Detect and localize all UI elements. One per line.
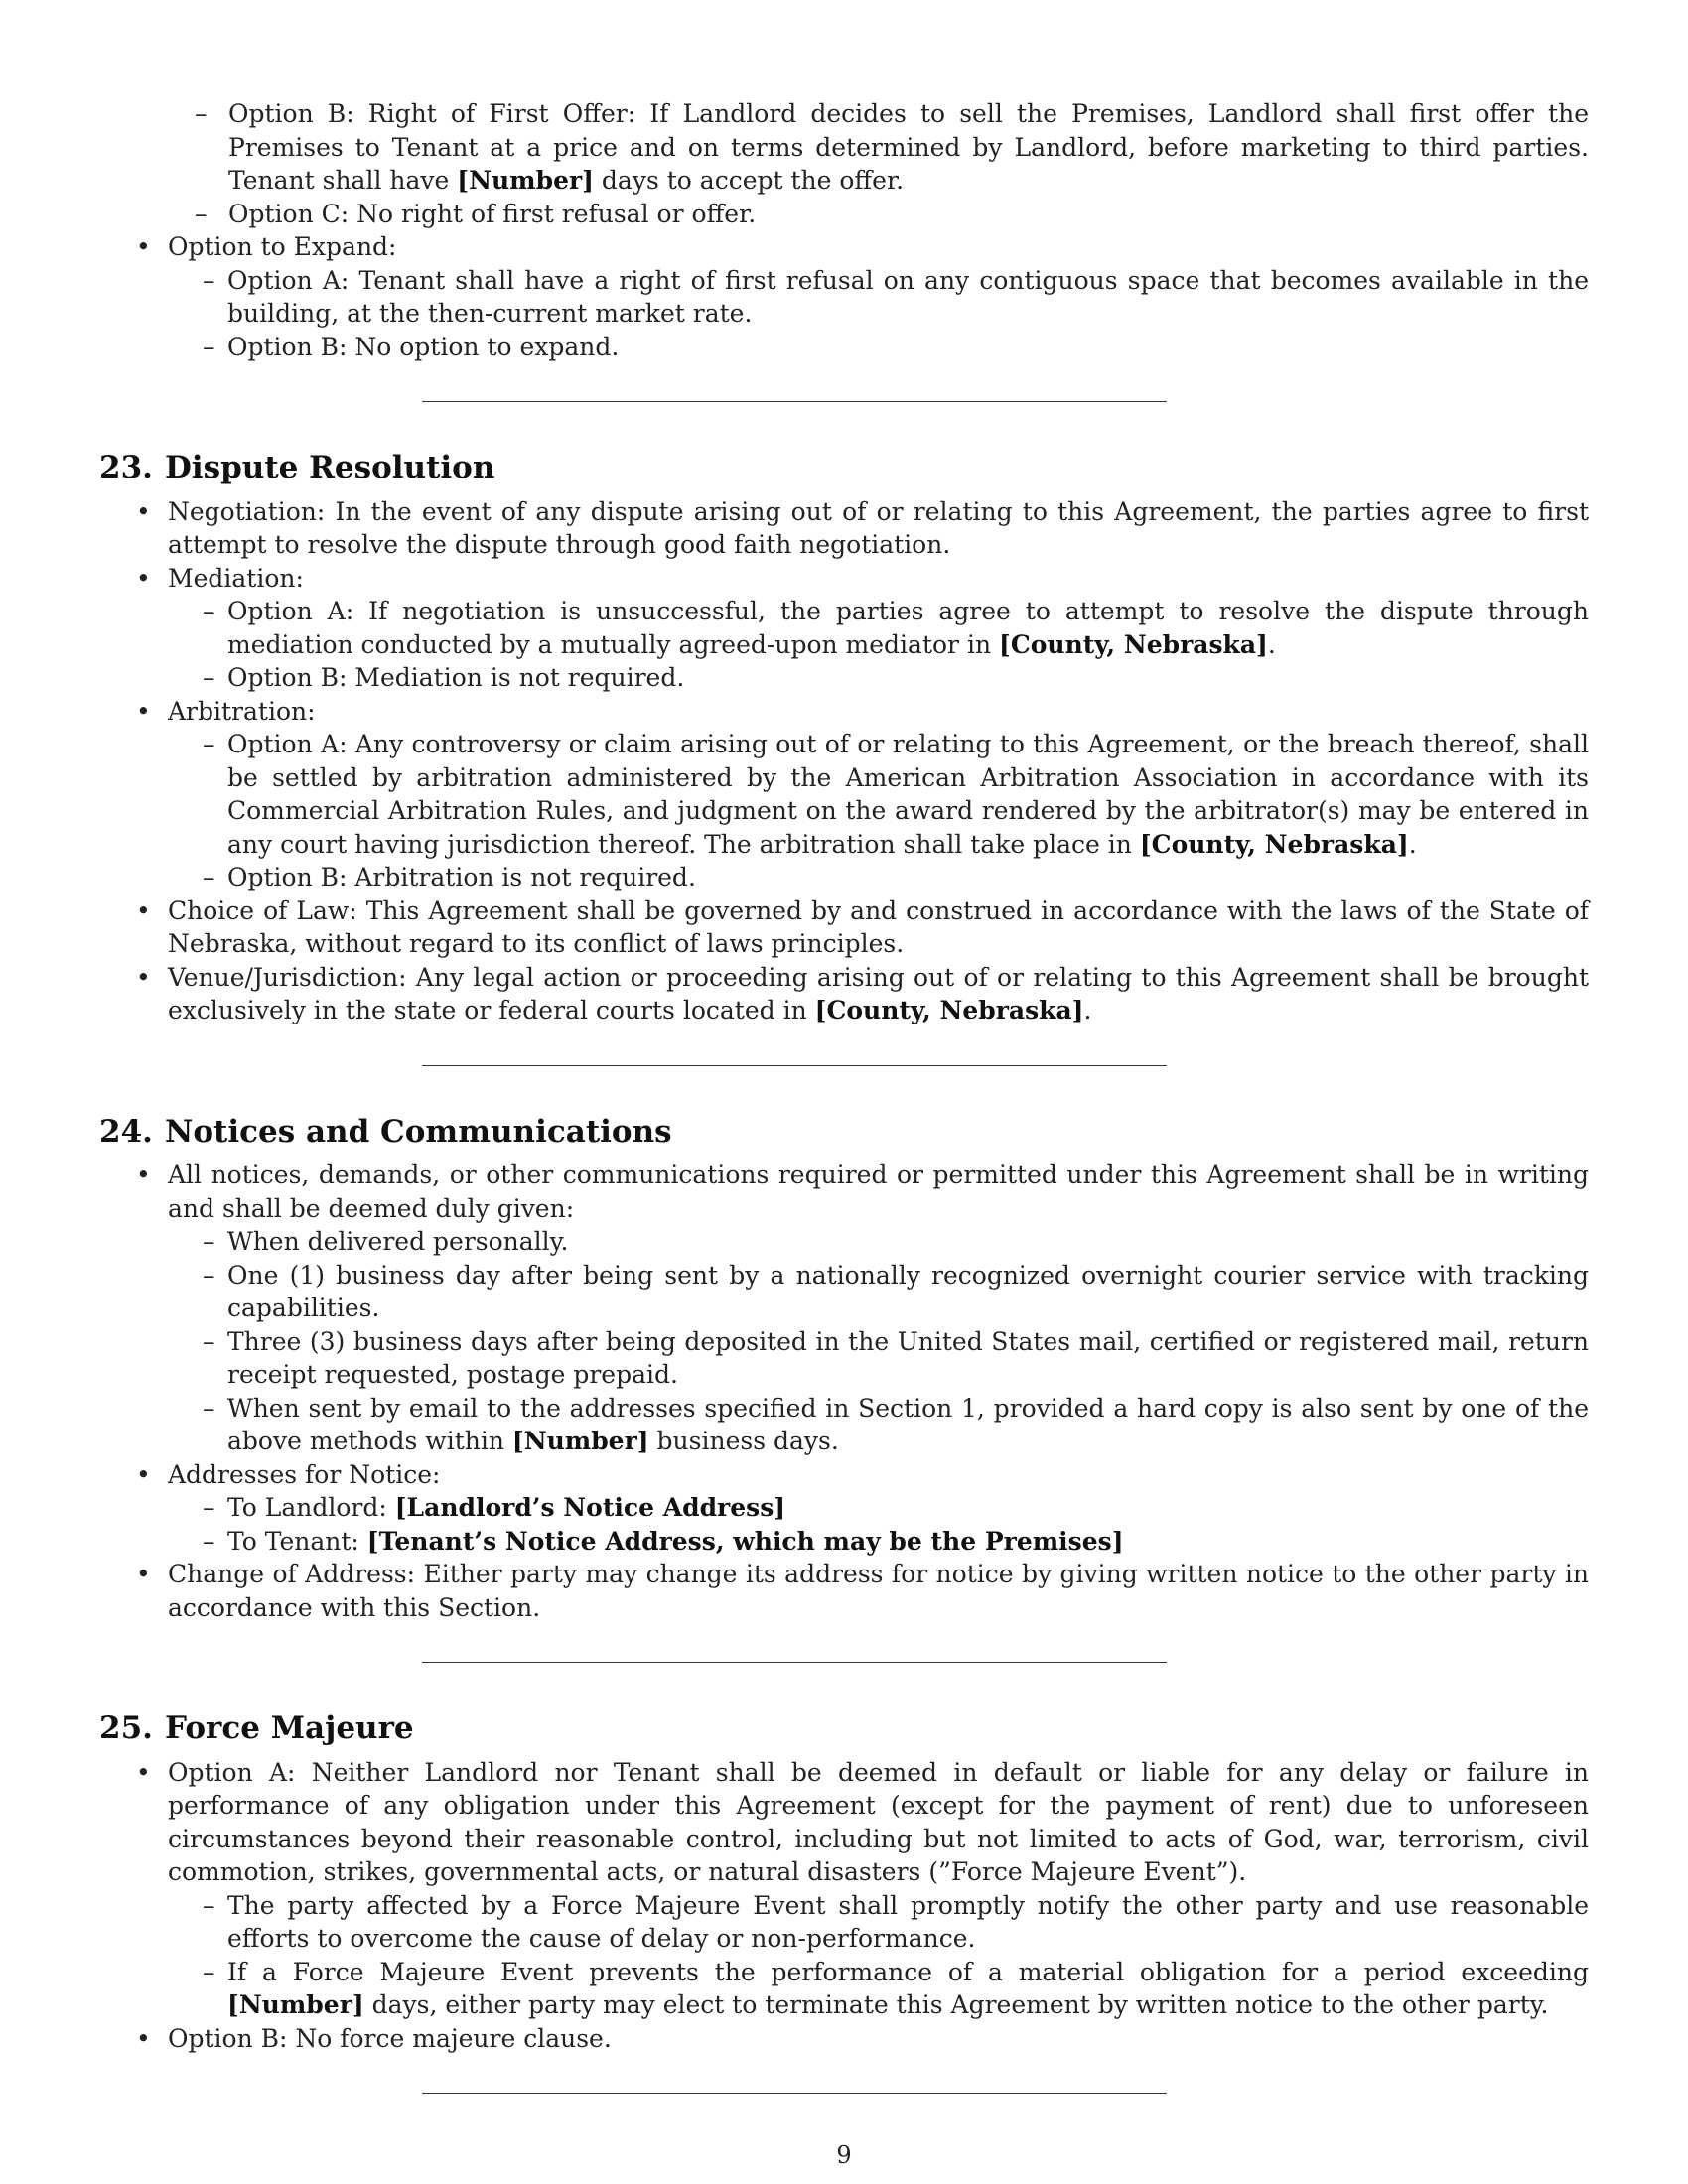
list-item [99, 1756, 1589, 2022]
expand-options-list [168, 264, 1589, 364]
option-text: Option A: If negotiation is unsuccessful, the parties agree to attempt to resolve the dispute through mediation conducted by a mutually agreed-upon mediator in [227, 597, 1589, 659]
option-text: days to accept the offer. [593, 166, 905, 195]
list-item [99, 695, 1589, 894]
list-item [168, 264, 1589, 331]
option-text: . [1267, 629, 1276, 659]
list-item [228, 97, 1589, 198]
expand-list [99, 230, 1589, 363]
clause-label: Mediation: [168, 563, 304, 593]
clause-text: Choice of Law: This Agreement shall be governed by and construed in accordance with the laws of the State of Nebraska, without regard to its conflict of laws principles. [168, 895, 1589, 958]
clause-label: Arbitration: [168, 696, 316, 726]
option-text: Three (3) business days after being deposited in the United States mail, certified or registered mail, return receipt requested, postage prepaid. [227, 1326, 1589, 1389]
option-text: Option B: No option to expand. [227, 332, 620, 361]
clause-text: Negotiation: In the event of any dispute arising out of or relating to this Agreement, the parties agree to first attempt to resolve the dispute through good faith negotiation. [168, 496, 1589, 559]
placeholder-number: [Number] [227, 1990, 364, 2019]
section-title: Notices and Communications [165, 1113, 672, 1150]
dispute-list [99, 495, 1589, 1027]
section-heading [99, 1712, 1589, 1746]
clause-label: Addresses for Notice: [168, 1459, 441, 1489]
option-text: Option A: Any controversy or claim arising out of or relating to this Agreement, or the breach thereof, shall be settled by arbitration administered by the American Arbitration Association in accordance with its Commercial Arbitration Rules, and judgment on the award rendered by the arbitrator(s) may be entered in any court having jurisdiction thereof. The arbitration shall take place in [227, 730, 1589, 859]
mediation-options [168, 595, 1589, 695]
placeholder-landlord-address: [Landlord’s Notice Address] [394, 1493, 786, 1522]
option-text: One (1) business day after being sent by a nationally recognized overnight courier service with tracking capabilities. [227, 1260, 1589, 1322]
section-number: 25. [99, 1710, 153, 1746]
list-item [99, 1458, 1589, 1559]
section-divider [422, 1662, 1167, 1663]
option-text: When sent by email to the addresses specified in Section 1, provided a hard copy is also sent by one of the above methods within [227, 1393, 1589, 1455]
list-item [99, 562, 1589, 695]
arbitration-options [168, 728, 1589, 894]
list-item [99, 894, 1589, 961]
list-item [168, 1525, 1589, 1559]
option-text: The party affected by a Force Majeure Event shall promptly notify the other party and use reasonable efforts to overcome the cause of delay or non-performance. [227, 1890, 1589, 1953]
list-item [168, 1889, 1589, 1956]
section-title: Force Majeure [165, 1710, 414, 1746]
list-item [168, 661, 1589, 695]
force-majeure-subitems [168, 1889, 1589, 2022]
option-text: . [1408, 829, 1417, 859]
option-text: If a Force Majeure Event prevents the performance of a material obligation for a period exceeding [227, 1957, 1589, 1986]
option-label: Option to Expand: [168, 232, 397, 261]
section-heading [99, 452, 1589, 485]
section-heading [99, 1113, 1589, 1150]
section-number: 24. [99, 1113, 153, 1150]
clause-text: Change of Address: Either party may change its address for notice by giving written notice to the other party in accordance with this Section. [168, 1560, 1589, 1622]
section-divider [422, 2093, 1167, 2094]
option-text: business days. [648, 1427, 839, 1455]
list-item [168, 861, 1589, 894]
option-text: Option B: Arbitration is not required. [227, 863, 696, 891]
list-item [168, 595, 1589, 661]
page-number: 9 [836, 2141, 852, 2169]
clause-text: Option B: No force majeure clause. [168, 2023, 612, 2053]
list-item [168, 331, 1589, 364]
list-item [99, 495, 1589, 562]
section-title: Dispute Resolution [165, 450, 495, 485]
option-text: When delivered personally. [227, 1227, 569, 1256]
placeholder-number: [Number] [457, 166, 594, 195]
placeholder-county: [County, Nebraska] [1139, 829, 1409, 859]
force-majeure-list [99, 1756, 1589, 2056]
list-item [99, 2022, 1589, 2056]
list-item [168, 1956, 1589, 2022]
clause-text: Venue/Jurisdiction: Any legal action or proceeding arising out of or relating to this Agreement shall be brought exclusively in the state or federal courts located in [168, 962, 1589, 1024]
option-text: Option B: Mediation is not required. [227, 663, 685, 692]
list-item [99, 230, 1589, 363]
document-page [99, 97, 1589, 2143]
rofr-options-list [228, 97, 1589, 230]
delivery-methods [168, 1225, 1589, 1458]
clause-text: . [1083, 996, 1092, 1024]
list-item [99, 1159, 1589, 1458]
list-item [228, 198, 1589, 231]
placeholder-county: [County, Nebraska] [999, 629, 1268, 659]
list-item [168, 1325, 1589, 1392]
list-item [168, 1259, 1589, 1325]
placeholder-tenant-address: [Tenant’s Notice Address, which may be the Premises] [366, 1526, 1124, 1556]
clause-text: • All notices, demands, or other communications required or permitted under this Agreement shall be in writing and shall be deemed duly given: [168, 1160, 1589, 1223]
option-text: Option A: Tenant shall have a right of first refusal on any contiguous space that becomes available in the building, at the then-current market rate. [227, 265, 1589, 328]
option-text: To Tenant: [227, 1526, 367, 1556]
list-item [99, 961, 1589, 1027]
list-item [168, 1225, 1589, 1259]
option-text: Option C: No right of first refusal or offer. [228, 199, 757, 228]
placeholder-county: [County, Nebraska] [814, 996, 1084, 1024]
notices-list [99, 1159, 1589, 1624]
option-text: days, either party may elect to terminate this Agreement by written notice to the other party. [363, 1990, 1549, 2019]
list-item [168, 728, 1589, 861]
placeholder-number: [Number] [511, 1427, 649, 1455]
list-item [168, 1491, 1589, 1525]
list-item [168, 1392, 1589, 1458]
section-number: 23. [99, 450, 153, 485]
option-text: To Landlord: [227, 1493, 395, 1522]
list-item [99, 1558, 1589, 1624]
option-text: Option B: Right of First Offer: If Landlord decides to sell the Premises, Landlord shall first offer the Premises to Tenant at a price and on terms determined by Landlord, before marketing to third parties. Tenant shall have [228, 99, 1589, 195]
section-divider [422, 401, 1167, 402]
section-divider [422, 1065, 1167, 1066]
notice-addresses [168, 1491, 1589, 1558]
clause-text: • Option A: Neither Landlord nor Tenant shall be deemed in default or liable for any delay or failure in performance of any obligation under this Agreement (except for the payment of rent) due to unforeseen circumstances beyond their reasonable control, including but not limited to acts of God, war, terrorism, civil commotion, strikes, governmental acts, or natural disasters (”Force Majeure Event”). [168, 1757, 1589, 1886]
